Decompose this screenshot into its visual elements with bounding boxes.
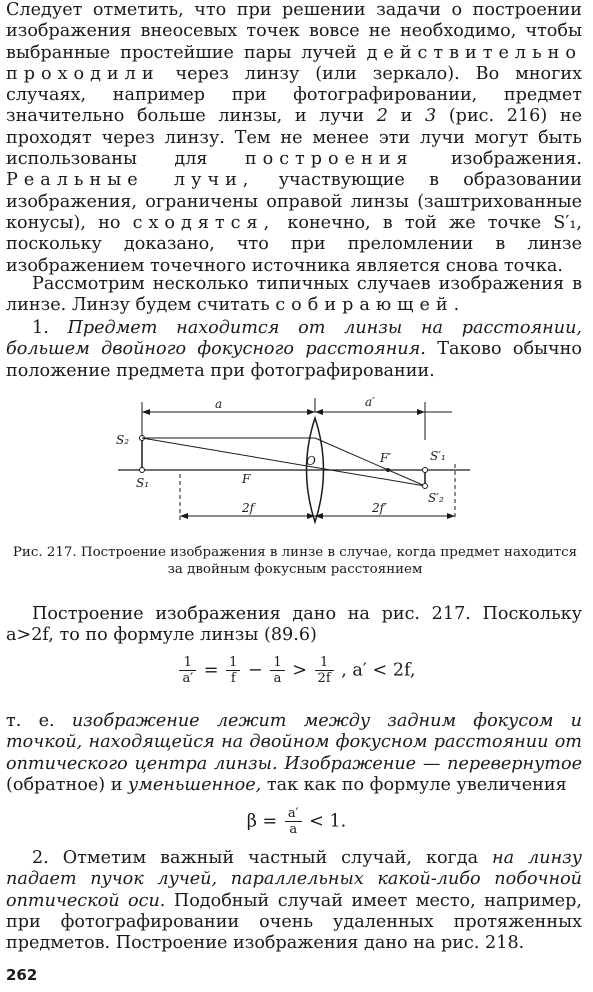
denominator: a	[289, 822, 298, 837]
label-a-prime: a′	[365, 395, 375, 409]
numerator: 1	[179, 655, 196, 671]
operator: −	[247, 660, 263, 681]
operator: =	[203, 660, 219, 681]
label-S2-prime: S′₂	[428, 491, 444, 505]
fraction	[285, 806, 302, 837]
label-2f-prime: 2f′	[372, 501, 387, 515]
spaced-text: построения	[244, 149, 414, 170]
paragraph-4	[6, 604, 582, 647]
figure-caption: Рис. 217. Построение изображения в линзе в случае, когда предмет находится за двойным фокусным расстоянием	[12, 545, 578, 577]
spaced-text: сходятся,	[132, 212, 276, 233]
italic-text: на линзу падает пучок лучей, параллельных какой-либо побочной оптической оси.	[6, 848, 582, 911]
denominator: f	[230, 671, 236, 686]
text-run: Рассмотрим несколько типичных случаев изображения в линзе. Линзу будем считать	[6, 274, 582, 316]
denominator: 2f	[317, 671, 331, 686]
label-O: O	[306, 454, 316, 468]
lens-formula	[0, 655, 593, 686]
point-S2-prime	[423, 484, 428, 489]
fraction	[226, 655, 240, 686]
arrowhead	[315, 409, 323, 415]
label-S1-prime: S′₁	[430, 449, 446, 463]
label-a: a	[215, 397, 223, 411]
text-run: 2. Отметим важный частный случай, когда	[32, 848, 493, 868]
text-run: Построение изображения дано на рис. 217. Поскольку a>2f, то по формуле линзы (89.6)	[6, 604, 582, 646]
operator: >	[292, 660, 307, 681]
numerator: a′	[285, 806, 302, 822]
text-run: 1.	[32, 318, 68, 338]
italic-text: 3	[424, 106, 437, 127]
text-run: т. е.	[6, 711, 72, 731]
point-S1-prime	[423, 468, 428, 473]
magnification-formula	[0, 806, 593, 837]
ray-refracted	[315, 438, 425, 486]
text-run: конечно, в той же точке S′₁, поскольку доказано, что при преломлении в линзе изображением точечного источника является снова точка.	[6, 212, 583, 276]
spaced-text: Реальные лучи,	[6, 170, 255, 191]
paragraph-3	[6, 318, 582, 382]
paragraph-2	[6, 274, 582, 317]
italic-text: уменьшенное,	[128, 774, 262, 795]
paragraph-1	[6, 0, 582, 277]
text-run: так как по формуле увеличения	[261, 774, 567, 795]
text-run: Следует отметить, что при решении задачи о построении изображения внеосевых точек вовсе не необходимо, чтобы выбранные простейшие пары лучей	[6, 0, 582, 63]
numerator: 1	[315, 655, 334, 671]
arrowhead	[417, 409, 425, 415]
arrowhead	[307, 409, 315, 415]
page-number: 262	[6, 966, 38, 984]
text-run: (рис. 216) не проходят через линзу. Тем не менее эти лучи могут быть использованы для	[6, 106, 582, 170]
arrowhead	[180, 513, 188, 519]
formula-lhs: β =	[246, 811, 278, 832]
arrowhead	[142, 409, 150, 415]
label-F-prime: F′	[380, 451, 392, 465]
formula-tail: , a′ < 2f,	[341, 660, 416, 681]
label-S2: S₂	[116, 433, 130, 447]
fraction	[179, 655, 196, 686]
figure-217-diagram	[100, 390, 480, 530]
spaced-text: собирающей.	[275, 295, 466, 316]
label-2f: 2f	[242, 501, 255, 515]
italic-text: изображение лежит между задним фокусом и точкой, находящейся на двойном фокусном расстоянии от оптического центра линзы. Изображение — перевернутое	[6, 711, 582, 774]
label-S1: S₁	[136, 476, 150, 490]
numerator: 1	[226, 655, 240, 671]
text-run: Подобный случай имеет место, например, при фотографировании очень удаленных протяженных предметов. Построение изображения дано на рис. 218.	[6, 890, 582, 954]
text-run: Таково обычно положение предмета при фотографировании.	[6, 339, 582, 381]
italic-text: Предмет находится от линзы на расстоянии, большем двойного фокусного расстояния.	[6, 318, 582, 360]
fraction	[270, 655, 284, 686]
formula-tail: < 1.	[309, 811, 347, 832]
spaced-text: действительно проходили	[6, 42, 582, 84]
text-run: изображения.	[413, 149, 583, 170]
point-F-prime	[386, 468, 390, 472]
denominator: a′	[182, 671, 194, 686]
paragraph-5	[6, 711, 582, 796]
paragraph-6	[6, 848, 582, 954]
italic-text: 2	[376, 106, 388, 127]
numerator: 1	[270, 655, 284, 671]
label-F: F	[242, 472, 251, 486]
fraction	[315, 655, 334, 686]
point-S1	[140, 468, 145, 473]
text-run: (обратное) и	[6, 774, 129, 795]
text-run: и	[387, 106, 425, 127]
denominator: a	[273, 671, 282, 686]
text-run: через линзу (или зеркало). Во многих случаях, например при фотографировании, предмет значительно больше линзы, и лучи	[6, 63, 582, 127]
arrowhead	[447, 513, 455, 519]
text-run: участвующие в образовании изображения, ограничены оправой линзы (заштрихованные конусы), но	[6, 170, 582, 233]
